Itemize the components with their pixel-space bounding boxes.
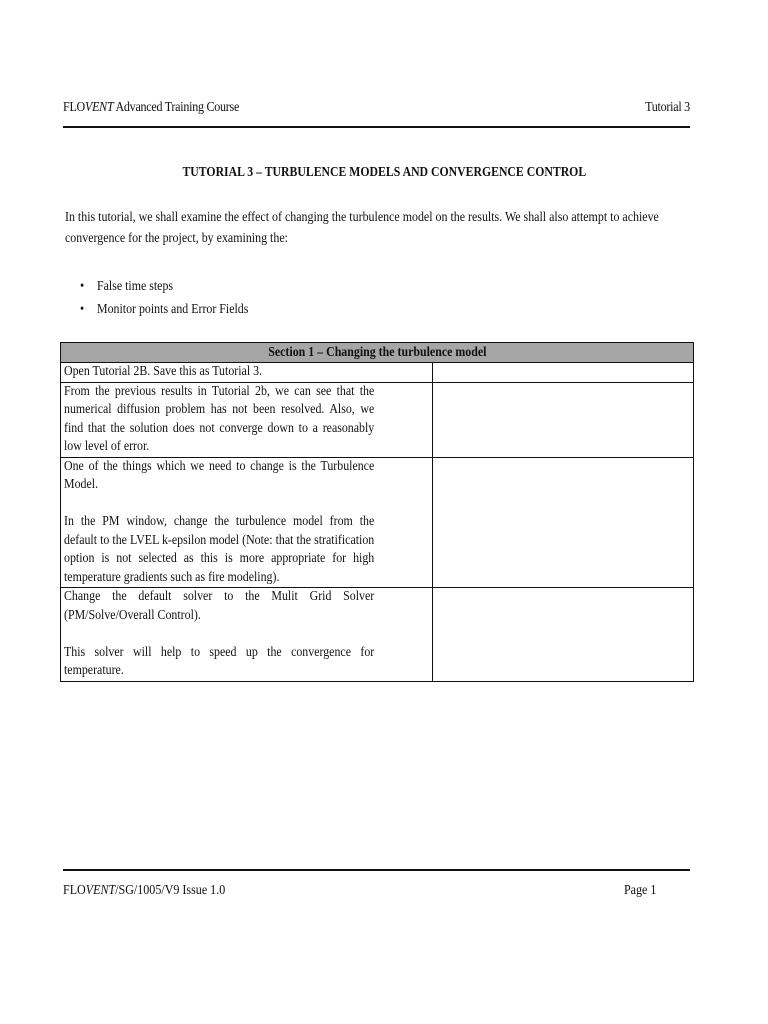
bullet-list xyxy=(80,275,248,321)
footer-divider xyxy=(63,869,690,871)
table-header-row xyxy=(61,343,694,363)
table-row xyxy=(61,363,694,383)
notes-cell xyxy=(433,457,694,588)
table-row xyxy=(61,382,694,457)
notes-cell xyxy=(433,588,694,682)
instruction-cell: From the previous results in Tutorial 2b, we can see that the numerical diffusion problem has not been resolved. Also, we find that the solution does not converge down to a reasonably low level of error. xyxy=(61,382,433,457)
table-row xyxy=(61,457,694,588)
list-item: • False time steps xyxy=(80,275,248,298)
page-header xyxy=(63,100,690,122)
notes-cell xyxy=(433,382,694,457)
page-number: Page 1 xyxy=(623,883,657,898)
notes-cell xyxy=(433,363,694,383)
table-row xyxy=(61,588,694,682)
instruction-cell: One of the things which we need to change is the Turbulence Model. In the PM window, change the turbulence model from the default to the LVEL k-epsilon model (Note: that the stratification option is not selected as this is more appropriate for high temperature gradients such as fire modeling). xyxy=(61,457,433,588)
bullet-icon: • xyxy=(80,302,85,317)
header-tutorial-label: Tutorial 3 xyxy=(645,100,690,115)
section-heading: Section 1 – Changing the turbulence model xyxy=(61,343,694,363)
list-item: • Monitor points and Error Fields xyxy=(80,298,248,321)
bullet-icon: • xyxy=(80,279,85,294)
instruction-cell: Open Tutorial 2B. Save this as Tutorial 3. xyxy=(61,363,433,383)
header-course-title: FLOVENT Advanced Training Course xyxy=(63,100,240,115)
instruction-cell: Change the default solver to the Mulit Grid Solver (PM/Solve/Overall Control). This solver will help to speed up the convergence for temperature. xyxy=(61,588,433,682)
instruction-table xyxy=(60,342,694,682)
header-divider xyxy=(63,126,690,128)
footer-document-id: FLOVENT/SG/1005/V9 Issue 1.0 xyxy=(63,883,226,898)
document-title: TUTORIAL 3 – TURBULENCE MODELS AND CONVERGENCE CONTROL xyxy=(182,165,586,180)
intro-paragraph: In this tutorial, we shall examine the effect of changing the turbulence model on the results. We shall also attempt to achieve convergence for the project, by examining the: xyxy=(65,210,659,246)
